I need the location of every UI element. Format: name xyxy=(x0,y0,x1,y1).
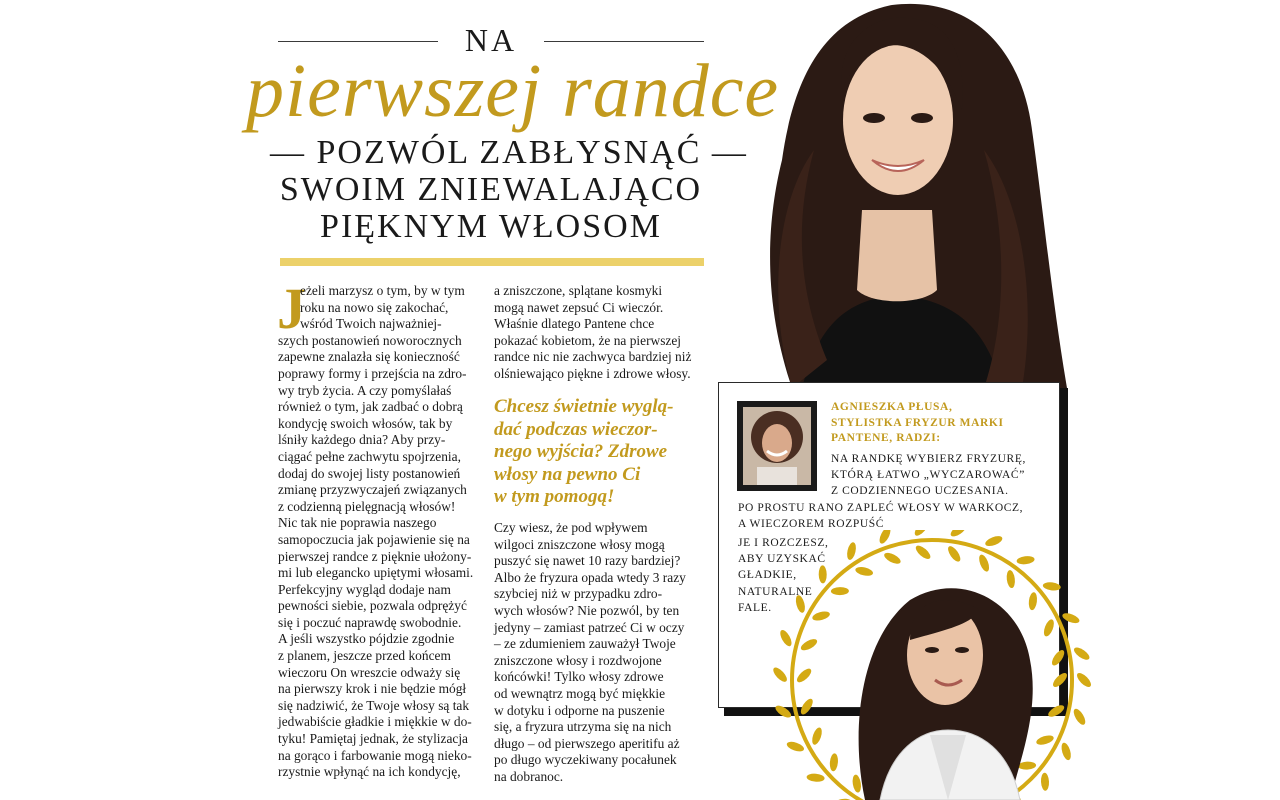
article-line: samopoczucia jak pojawienie się na xyxy=(278,531,470,547)
article-line: szych postanowień noworocznych xyxy=(278,332,462,348)
quote-box-heading-line: STYLISTKA FRYZUR MARKI xyxy=(831,416,1004,429)
wreath-leaf-icon xyxy=(914,543,933,561)
article-line: się i poczuć naprawdę swobodnie. xyxy=(278,614,462,630)
wreath-leaf-icon xyxy=(855,565,874,577)
wreath-leaf-icon xyxy=(774,703,793,720)
article-line: puszyć się nawet 10 razy bardziej? xyxy=(494,553,681,569)
article-column-2-top xyxy=(494,283,691,383)
article-line: Nic tak nie poprawia naszego xyxy=(278,515,437,531)
quote-box-line: FALE. xyxy=(738,601,772,614)
wreath-leaf-icon xyxy=(877,530,892,545)
pull-quote-line: w tym pomogą! xyxy=(494,486,615,507)
wreath-leaf-icon xyxy=(806,773,825,783)
quote-box-heading-line: PANTENE, RADZI: xyxy=(831,432,941,444)
headline-divider-bar xyxy=(280,258,704,266)
article-line: olśniewająco piękne i zdrowe włosy. xyxy=(494,365,691,381)
wreath-leaf-icon xyxy=(794,594,806,613)
article-line: na gorąco i farbowanie mogą nieko- xyxy=(278,747,472,763)
article-line: tyku! Pamiętaj jednak, że stylizacja xyxy=(278,731,468,747)
article-line: z planem, jeszcze przed końcem xyxy=(278,648,451,664)
article-line: Albo że fryzura opada wtedy 3 razy xyxy=(494,569,686,585)
wreath-leaf-icon xyxy=(846,541,858,560)
wreath-illustration xyxy=(770,530,1100,800)
pull-quote xyxy=(494,396,694,509)
wreath-leaf-icon xyxy=(778,628,794,648)
quote-box-text-right xyxy=(831,451,1026,500)
model-photo-illustration xyxy=(722,0,1072,388)
article-line: na dobranoc. xyxy=(494,768,564,784)
quote-box-line: PO PROSTU RANO ZAPLEĆ WŁOSY W WARKOCZ, xyxy=(738,502,1024,514)
wreath-leaf-icon xyxy=(1061,611,1081,625)
model-photo xyxy=(722,0,1072,388)
quote-box-line: NATURALNE xyxy=(738,585,813,598)
wreath-leaf-icon xyxy=(977,553,991,573)
article-line: zniszczone włosy i rozdwojone xyxy=(494,652,662,668)
article-line: jedwabiście gładkie i miękkie w do- xyxy=(278,714,472,730)
wreath-leaf-icon xyxy=(949,530,968,539)
article-line: mi lub elegancko upiętymi włosami. xyxy=(278,565,474,581)
article-line: po długo wyczekiwany pocałunek xyxy=(494,752,677,768)
pull-quote-line: Chcesz świetnie wyglą- xyxy=(494,396,674,417)
article-line: szybciej niż w przypadku zdro- xyxy=(494,586,663,602)
quote-box-heading-line: AGNIESZKA PŁUSA, xyxy=(831,401,953,413)
article-line: w dotyku i odporne na puszenie xyxy=(494,702,665,718)
subtitle-line: PIĘKNYM WŁOSOM xyxy=(320,208,662,245)
article-line: długo – od pierwszego aperitifu aż xyxy=(494,735,680,751)
wreath-leaf-icon xyxy=(851,774,862,793)
pull-quote-line: dać podczas wieczor- xyxy=(494,418,658,440)
article-line: również o tym, jak zadbać o dobrą xyxy=(278,399,463,415)
wreath-leaf-icon xyxy=(946,544,963,563)
article-line: randce nic nie zachwyca bardziej niż xyxy=(494,349,692,365)
article-line: pokazać kobietom, że na pierwszej xyxy=(494,332,682,348)
wreath-leaf-icon xyxy=(799,637,819,653)
article-column-1 xyxy=(278,283,473,781)
article-line: Czy wiesz, że pod wpływem xyxy=(494,520,648,535)
wreath-leaf-icon xyxy=(810,726,823,746)
article-line: zmianę przyzwyczajeń związanych xyxy=(278,482,467,498)
wreath-leaf-icon xyxy=(1018,761,1036,770)
wreath-leaf-icon xyxy=(883,551,903,566)
article-line: roku na nowo się zakochać, xyxy=(300,299,449,315)
stylist-portrait xyxy=(737,401,817,491)
article-line: końcówki! Tylko włosy zdrowe xyxy=(494,669,664,685)
article-line: kondycję swoich włosów, tak by xyxy=(278,415,453,431)
wreath-photo xyxy=(770,530,1100,800)
stylist-portrait-photo xyxy=(743,407,811,485)
article-line: lśniły każdego dnia? Aby przy- xyxy=(278,432,446,448)
article-line: się nadziwić, że Twoje włosy są tak xyxy=(278,697,470,713)
pull-quote-line: włosy na pewno Ci xyxy=(494,463,641,485)
wreath-leaf-icon xyxy=(799,697,816,716)
wreath-leaf-icon xyxy=(1042,618,1056,638)
article-line: wieczoru On wreszcie odważy się xyxy=(278,664,461,680)
wreath-leaf-icon xyxy=(829,753,839,772)
article-line: A jeśli wszystko pójdzie zgodnie xyxy=(278,631,455,647)
wreath-leaf-icon xyxy=(771,665,789,684)
wreath-leaf-icon xyxy=(1072,645,1091,662)
article-line: wych włosów? Nie pozwól, by ten xyxy=(494,602,680,618)
stylist-portrait-illustration xyxy=(743,407,811,485)
quote-box-heading xyxy=(831,400,1004,447)
wreath-leaf-icon xyxy=(1051,671,1069,689)
article-line: zapewne znalazła się konieczność xyxy=(278,349,460,365)
article-column-2-bottom xyxy=(494,520,686,786)
quote-box-line: GŁADKIE, xyxy=(738,569,797,582)
wreath-leaf-icon xyxy=(1028,592,1038,611)
article-line: – ze zdumieniem zauważył Twoje xyxy=(494,636,676,652)
drop-cap: J xyxy=(277,276,306,341)
wreath-leaf-icon xyxy=(795,666,814,684)
subtitle-line: — POZWÓL ZABŁYSNĄĆ — xyxy=(270,134,748,171)
article-line: poprawy formy i przejścia na zdro- xyxy=(278,365,467,381)
headline-kicker: NA xyxy=(464,22,518,58)
wreath-leaf-icon xyxy=(1041,773,1050,791)
wreath-leaf-icon xyxy=(912,530,930,538)
article-line: rzystnie wpłynąć na ich kondycję, xyxy=(278,764,461,780)
pull-quote-line: nego wyjścia? Zdrowe xyxy=(494,441,668,462)
article-line: na pierwszy krok i nie będzie mógł xyxy=(278,681,467,697)
article-line: Właśnie dlatego Pantene chce xyxy=(494,316,655,332)
article-line: Perfekcyjny wygląd dodaje nam xyxy=(278,581,451,597)
wreath-leaf-icon xyxy=(1035,734,1055,747)
subtitle-line: SWOIM ZNIEWALAJĄCO xyxy=(279,171,703,208)
wreath-leaf-icon xyxy=(1046,703,1066,719)
article-line: wilgoci zniszczone włosy mogą xyxy=(494,536,665,552)
wreath-leaf-icon xyxy=(811,610,830,622)
quote-box-line: JE I ROZCZESZ, xyxy=(738,537,829,549)
article-line: od wewnątrz mogą być miękkie xyxy=(494,685,666,701)
article-line: wśród Twoich najważniej- xyxy=(300,316,442,332)
article-line: pewności siebie, pozwala odprężyć xyxy=(278,598,467,614)
wreath-leaf-icon xyxy=(1075,671,1093,689)
wreath-leaf-icon xyxy=(1016,555,1035,565)
wreath-leaf-icon xyxy=(1060,742,1073,762)
quote-box-text-full xyxy=(738,500,1023,532)
article-line: się, a fryzura utrzyma się na nich xyxy=(494,719,672,735)
wreath-leaf-icon xyxy=(786,740,806,753)
quote-box-line: KTÓRĄ ŁATWO „WYCZAROWAĆ” xyxy=(831,469,1025,482)
headline-subtitle xyxy=(270,134,748,245)
article-line: eżeli marzysz o tym, by w tym xyxy=(300,283,465,298)
wreath-leaf-icon xyxy=(1006,570,1016,589)
kicker-rule-left xyxy=(278,41,438,42)
article-line: jedyny – zamiast patrzeć Ci w oczy xyxy=(494,619,685,635)
headline-title: pierwszej randce xyxy=(246,49,780,133)
wreath-leaf-icon xyxy=(831,587,849,595)
wreath-leaf-icon xyxy=(1071,707,1087,727)
article-line: pierwszej randce z pięknie ułożony- xyxy=(278,548,472,564)
article-line: ciągać pełne zachwytu spojrzenia, xyxy=(278,448,461,464)
article-line: dodaj do swojej listy postanowień xyxy=(278,465,461,481)
quote-box-line: NA RANDKĘ WYBIERZ FRYZURĘ, xyxy=(831,453,1026,465)
article-line: mogą nawet zepsuć Ci wieczór. xyxy=(494,299,664,315)
quote-box-line: ABY UZYSKAĆ xyxy=(738,553,826,566)
wreath-leaf-icon xyxy=(1050,648,1067,667)
wreath-leaf-icon xyxy=(1042,581,1061,591)
article-line: a zniszczone, splątane kosmyki xyxy=(494,283,663,298)
article-line: z codzienną pielęgnacją włosów! xyxy=(278,498,456,514)
kicker-rule-right xyxy=(544,41,704,42)
wreath-leaf-icon xyxy=(984,534,1004,548)
wreath-leaf-icon xyxy=(819,565,827,583)
article-line: wy tryb życia. A czy pomyślałaś xyxy=(278,382,452,398)
quote-box-line: Z CODZIENNEGO UCZESANIA. xyxy=(831,485,1009,498)
quote-box-line: A WIECZOREM ROZPUŚĆ xyxy=(738,518,885,531)
